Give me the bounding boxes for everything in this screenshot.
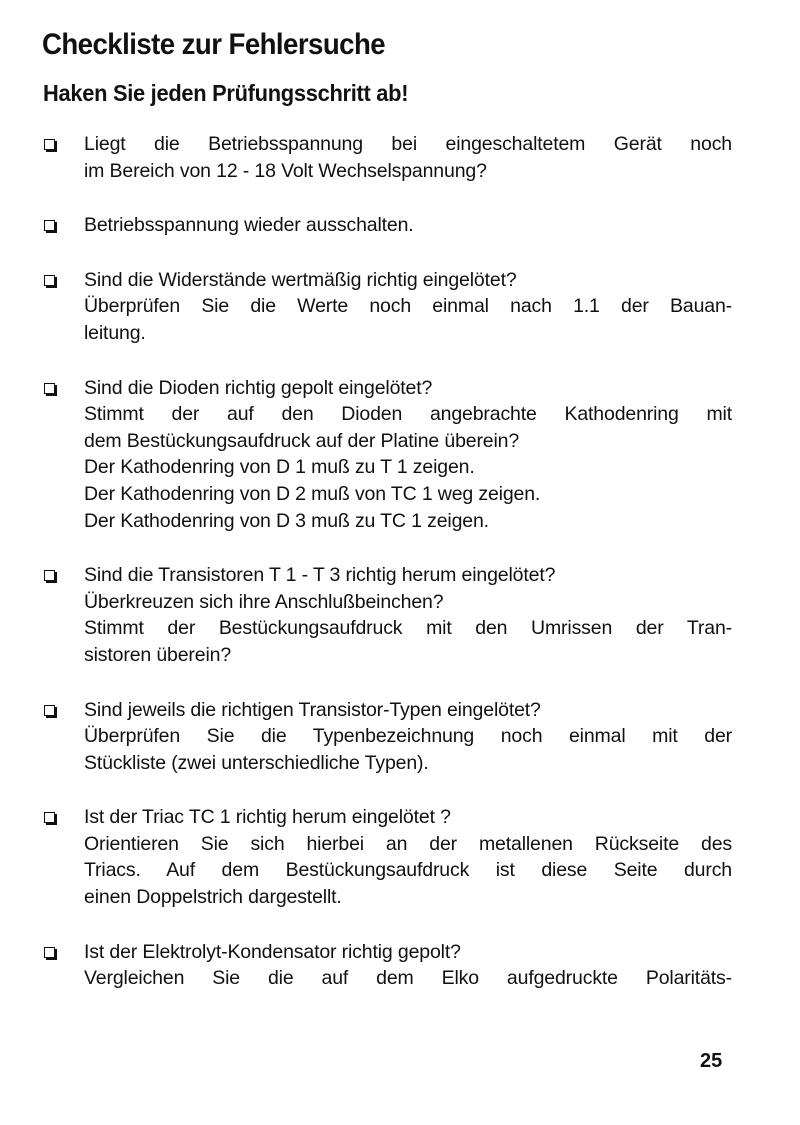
checklist-line: Betriebsspannung wieder ausschalten. — [84, 214, 414, 237]
checklist-line: Stimmt der auf den Dioden angebrachte Kathodenring mit — [84, 403, 732, 426]
checklist-line: Der Kathodenring von D 2 muß von TC 1 weg zeigen. — [84, 482, 541, 505]
checklist-item — [42, 375, 732, 535]
checklist-line: leitung. — [84, 321, 146, 344]
checklist — [42, 131, 732, 1020]
checklist-line: einen Doppelstrich dargestellt. — [84, 886, 342, 909]
checklist-line: Stimmt der Bestückungsaufdruck mit den Umrissen der Tran- — [84, 617, 732, 640]
checklist-item — [42, 562, 732, 668]
checkbox-icon[interactable] — [44, 383, 55, 394]
checklist-line: Sind die Dioden richtig gepolt eingelötet? — [84, 376, 433, 399]
checklist-line: Sind die Transistoren T 1 - T 3 richtig herum eingelötet? — [84, 564, 556, 587]
checkbox-icon[interactable] — [44, 220, 55, 231]
checklist-line: Überprüfen Sie die Typenbezeichnung noch einmal mit der — [84, 725, 732, 748]
checkbox-icon[interactable] — [44, 570, 55, 581]
checklist-line: im Bereich von 12 - 18 Volt Wechselspannung? — [84, 159, 487, 182]
checkbox-icon[interactable] — [44, 139, 55, 150]
checklist-item — [42, 212, 732, 239]
checklist-line: Liegt die Betriebsspannung bei eingeschaltetem Gerät noch — [84, 133, 732, 155]
checklist-line: Der Kathodenring von D 1 muß zu T 1 zeigen. — [84, 456, 475, 479]
checklist-line: Ist der Triac TC 1 richtig herum eingelötet ? — [84, 806, 451, 829]
checkbox-icon[interactable] — [44, 812, 55, 823]
checklist-item — [42, 804, 732, 910]
checklist-item — [42, 131, 732, 184]
checklist-line: sistoren überein? — [84, 643, 232, 666]
checklist-line: Überkreuzen sich ihre Anschlußbeinchen? — [84, 590, 444, 613]
checklist-item — [42, 267, 732, 347]
page-number: 25 — [700, 1050, 723, 1072]
checklist-line: Überprüfen Sie die Werte noch einmal nach 1.1 der Bauan- — [84, 295, 732, 318]
checklist-line: Vergleichen Sie die auf dem Elko aufgedruckte Polaritäts- — [84, 967, 732, 990]
checklist-line: Orientieren Sie sich hierbei an der metallenen Rückseite des — [84, 832, 732, 855]
checklist-line: Sind die Widerstände wertmäßig richtig eingelötet? — [84, 268, 517, 291]
page-title: Checkliste zur Fehlersuche — [42, 28, 386, 61]
checklist-line: Der Kathodenring von D 3 muß zu TC 1 zeigen. — [84, 509, 489, 532]
checkbox-icon[interactable] — [44, 705, 55, 716]
checkbox-icon[interactable] — [44, 275, 55, 286]
checklist-line: Triacs. Auf dem Bestückungsaufdruck ist diese Seite durch — [84, 859, 732, 882]
checklist-item — [42, 939, 732, 992]
checklist-line: Ist der Elektrolyt-Kondensator richtig gepolt? — [84, 940, 461, 963]
page-subtitle: Haken Sie jeden Prüfungsschritt ab! — [43, 80, 409, 106]
checkbox-icon[interactable] — [44, 947, 55, 958]
checklist-line: dem Bestückungsaufdruck auf der Platine überein? — [84, 429, 520, 452]
checklist-line: Stückliste (zwei unterschiedliche Typen). — [84, 751, 429, 774]
checklist-line: Sind jeweils die richtigen Transistor-Typen eingelötet? — [84, 698, 541, 721]
checklist-item — [42, 697, 732, 777]
